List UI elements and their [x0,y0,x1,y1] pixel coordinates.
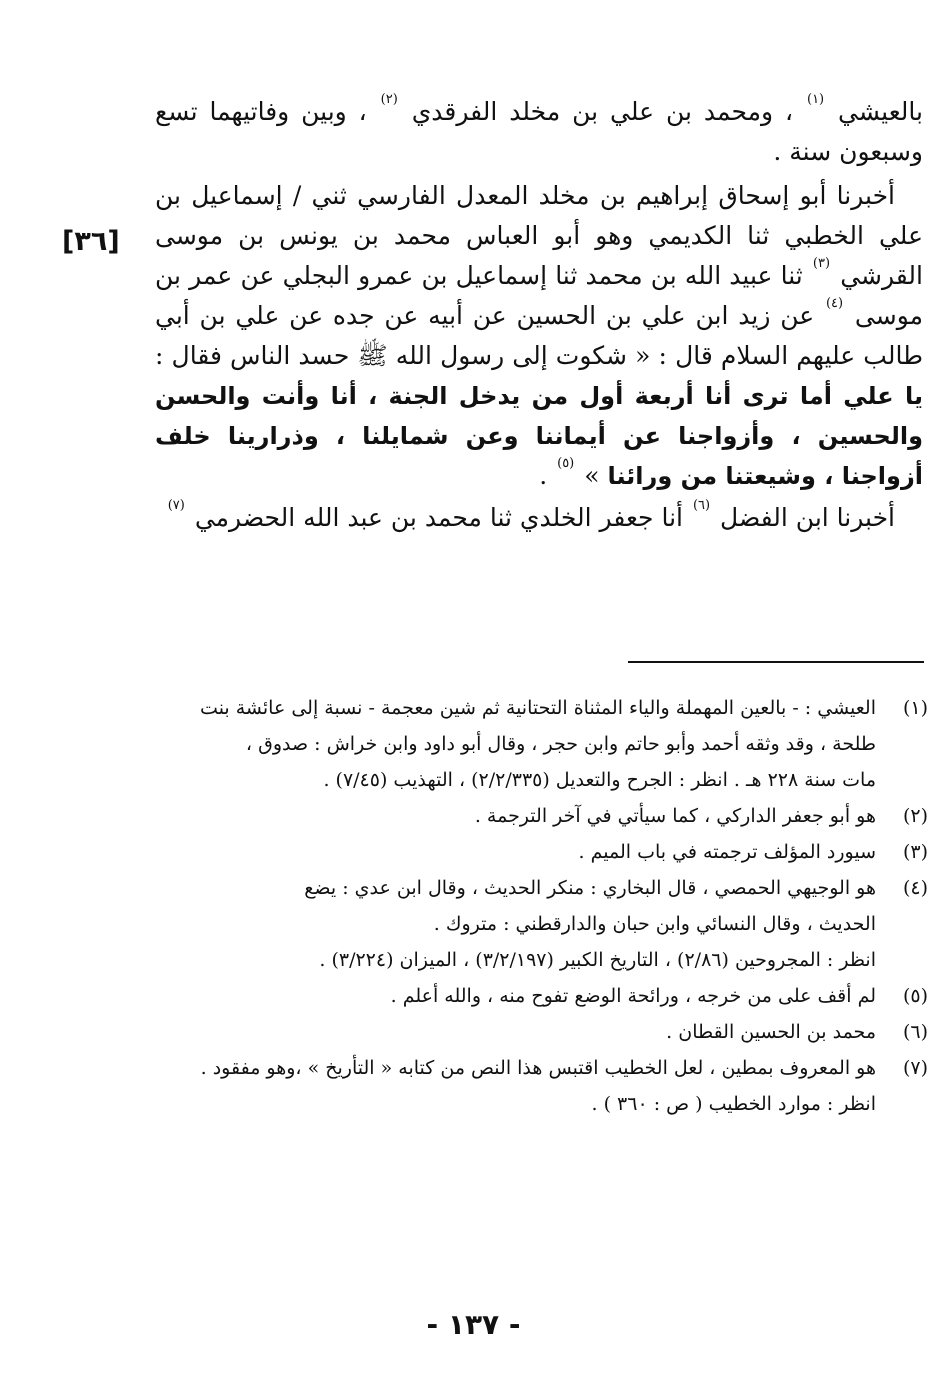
footnote-line: هو المعروف بمطين ، لعل الخطيب اقتبس هذا النص من كتابه « التأريخ » ،وهو مفقود . [200,1057,876,1079]
text-segment: بالعيشي [838,97,923,126]
paragraph-2 [155,176,923,496]
footnote-text [160,1050,876,1122]
page-number: - ١٣٧ - [426,1308,521,1341]
footnote-number: (٧) [902,1057,928,1079]
footnote [160,870,928,978]
text-segment: ، ومحمد بن علي بن مخلد الفرقدي [411,97,794,126]
footnote-line: هو الوجيهي الحمصي ، قال البخاري : منكر الحديث ، وقال ابن عدي : يضع [304,877,876,899]
text-segment: ، وبين وفاتيهما تسع وسبعون سنة . [155,97,923,166]
footnote-ref-4[interactable]: (٤) [825,296,844,311]
footnote-line: انظر : موارد الخطيب ( ص : ٣٦٠ ) . [591,1093,876,1115]
footnote-line: مات سنة ٢٢٨ هـ . انظر : الجرح والتعديل (٢/٢/٣٣٥) ، التهذيب (٧/٤٥) . [323,769,876,791]
footnote-line: الحديث ، وقال النسائي وابن حبان والدارقطني : متروك . [433,913,876,935]
footnote [160,690,928,798]
text-segment: . [539,461,548,490]
footnote-number: (١) [902,697,928,719]
footnote-text [160,870,876,978]
footnote-text [160,1014,876,1050]
footnote-ref-6[interactable]: (٦) [692,498,711,513]
footnote [160,834,928,870]
footnote [160,798,928,834]
footnote-text [160,978,876,1014]
footnote-line: سيورد المؤلف ترجمته في باب الميم . [578,841,876,863]
hadith-reference-number: [٣٦] [62,226,120,257]
hadith-text: يا علي أما ترى أنا أربعة أول من يدخل الجنة ، أنا وأنت والحسن والحسين ، وأزواجنا عن أيماننا وعن شمايلنا ، وذرارينا خلف أزواجنا ، وشيعتنا من ورائنا [155,382,923,490]
footnotes-section [160,690,928,1122]
footnote-text [160,690,876,798]
footnote-line: محمد بن الحسين القطان . [666,1021,876,1043]
footnote-number: (٥) [902,985,928,1007]
footnote [160,1014,928,1050]
text-segment: عن زيد ابن علي بن الحسين عن أبيه عن جده عن علي بن أبي طالب عليهم السلام قال : « شكوت إلى رسول الله ﷺ حسد الناس فقال : [155,301,923,370]
footnote [160,1050,928,1122]
footnote-line: العيشي : - بالعين المهملة والياء المثناة التحتانية ثم شين معجمة - نسبة إلى عائشة بنت [200,697,876,719]
footnote-line: طلحة ، وقد وثقه أحمد وأبو حاتم وابن حجر ، وقال أبو داود وابن خراش : صدوق ، [245,733,876,755]
text-segment: » [584,461,600,490]
footnote-ref-1[interactable]: (١) [806,92,825,107]
footnote-line: انظر : المجروحين (٢/٨٦) ، التاريخ الكبير (٣/٢/١٩٧) ، الميزان (٣/٢٢٤) . [319,949,876,971]
footnote-divider [628,661,924,663]
footnote-line: هو أبو جعفر الداركي ، كما سيأتي في آخر الترجمة . [474,805,876,827]
text-segment: ثنا عبيد الله بن محمد ثنا إسماعيل بن عمرو البجلي عن عمر بن موسى [155,261,924,330]
footnote-line: لم أقف على من خرجه ، ورائحة الوضع تفوح منه ، والله أعلم . [390,985,876,1007]
footnote [160,978,928,1014]
footnote-ref-5[interactable]: (٥) [557,456,575,471]
paragraph-1 [155,92,923,172]
text-segment: أنا جعفر الخلدي ثنا محمد بن عبد الله الحضرمي [194,503,683,532]
footnote-ref-7[interactable]: (٧) [167,498,185,513]
footnote-number: (٦) [902,1021,928,1043]
main-text [155,92,923,538]
footnote-ref-3[interactable]: (٣) [812,256,831,271]
footnote-ref-2[interactable]: (٢) [380,92,398,107]
text-segment: أخبرنا أبو إسحاق إبراهيم بن مخلد المعدل الفارسي ثني / إسماعيل بن علي الخطبي ثنا الكديمي وهو أبو العباس محمد بن يونس بن موسى القرشي [155,181,923,290]
footnote-number: (٣) [902,841,928,863]
paragraph-3 [155,498,923,538]
text-segment: أخبرنا ابن الفضل [720,503,895,532]
footnote-text [160,798,876,834]
footnote-text [160,834,876,870]
footnote-number: (٤) [902,877,928,899]
footnote-number: (٢) [902,805,928,827]
